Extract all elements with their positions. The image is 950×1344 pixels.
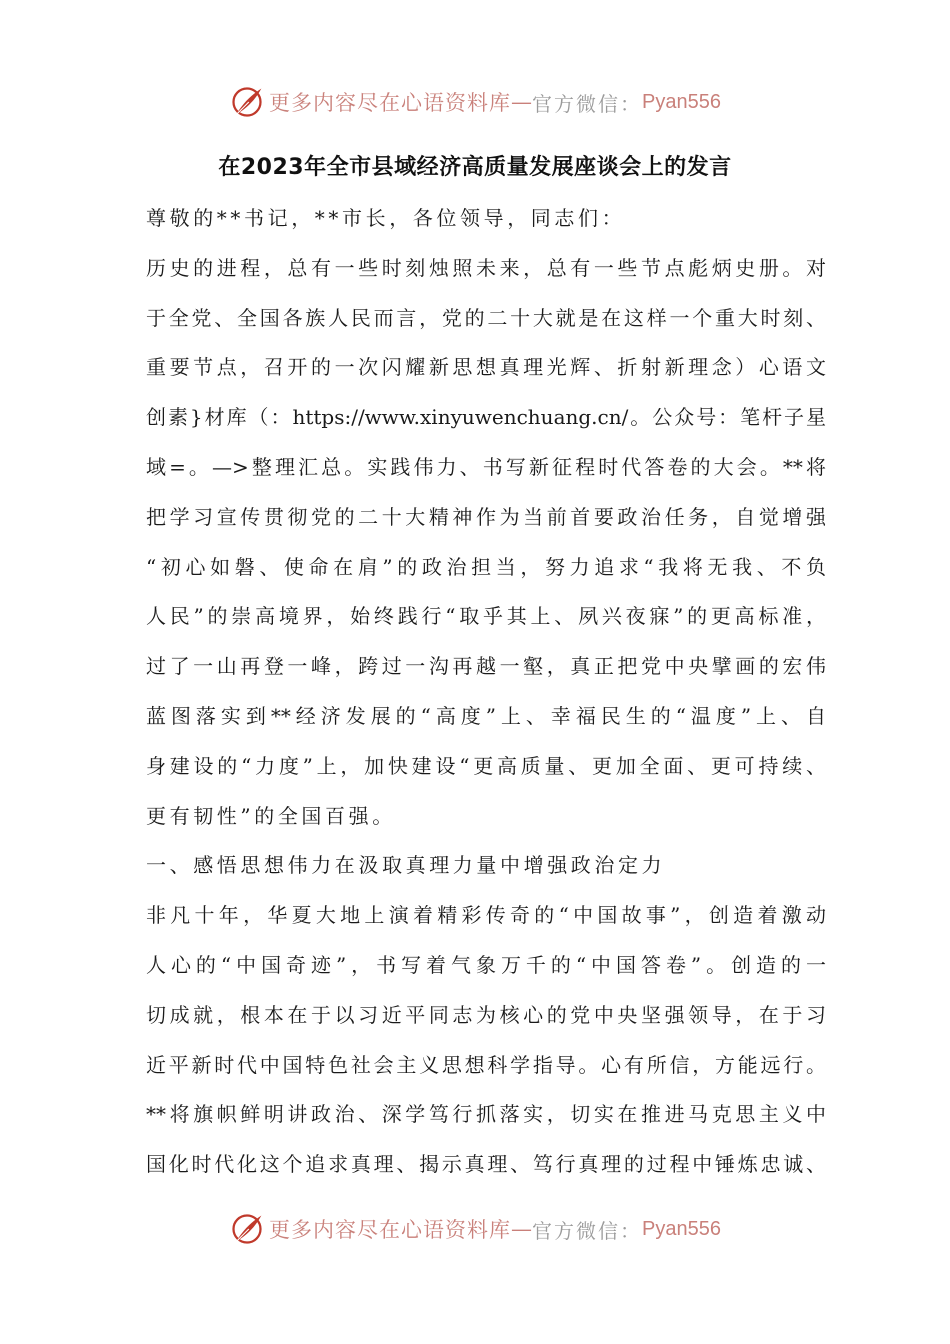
- paragraph-line: 域=。—>整理汇总。实践伟力、书写新征程时代答卷的大会。**将: [146, 454, 826, 479]
- watermark-main-text: 更多内容尽在心语资料库: [269, 1218, 512, 1242]
- feather-pen-logo-icon: [229, 84, 265, 120]
- paragraph-line: 非凡十年，华夏大地上演着精彩传奇的“中国故事”，创造着激动: [146, 903, 826, 928]
- paragraph-line: 重要节点，召开的一次闪耀新思想真理光辉、折射新理念）心语文: [146, 355, 826, 380]
- paragraph-line: 国化时代化这个追求真理、揭示真理、笃行真理的过程中锤炼忠诚、: [146, 1152, 826, 1177]
- paragraph-line: 过了一山再登一峰，跨过一沟再越一壑，真正把党中央擘画的宏伟: [146, 654, 826, 679]
- section-heading: 一、感悟思想伟力在汲取真理力量中增强政治定力: [146, 853, 666, 878]
- paragraph-line: 切成就，根本在于以习近平同志为核心的党中央坚强领导，在于习: [146, 1002, 826, 1027]
- watermark-dash: —: [511, 1217, 533, 1241]
- paragraph-line: 创素}材库（：https://www.xinyuwenchuang.cn/。公众号：笔杆子星: [146, 405, 826, 430]
- paragraph-line: “初心如磐、使命在肩”的政治担当，努力追求“我将无我、不负: [146, 554, 826, 579]
- watermark-dash: —: [511, 90, 533, 114]
- document-body: [146, 194, 826, 1190]
- document-title: 在2023年全市县域经济高质量发展座谈会上的发言: [218, 155, 732, 180]
- watermark-footer: [0, 1209, 950, 1249]
- watermark-main-text: 更多内容尽在心语资料库: [269, 91, 512, 115]
- paragraph-line: 人心的“中国奇迹”，书写着气象万千的“中国答卷”。创造的一: [146, 952, 826, 977]
- salutation-line: 尊敬的**书记，**市长，各位领导，同志们：: [146, 206, 626, 230]
- paragraph-line: 身建设的“力度”上，加快建设“更高质量、更加全面、更可持续、: [146, 753, 826, 778]
- paragraph-line: 历史的进程，总有一些时刻烛照未来，总有一些节点彪炳史册。对: [146, 255, 826, 280]
- watermark-label: 官方微信：: [532, 91, 643, 116]
- watermark-wechat-id: Pyan556: [642, 1217, 721, 1240]
- paragraph-line: 人民”的崇高境界，始终践行“取乎其上、夙兴夜寐”的更高标准，: [146, 604, 826, 629]
- paragraph-line: 蓝图落实到**经济发展的“高度”上、幸福民生的“温度”上、自: [146, 703, 826, 728]
- paragraph-line: 更有韧性”的全国百强。: [146, 803, 396, 828]
- paragraph-line: 近平新时代中国特色社会主义思想科学指导。心有所信，方能远行。: [146, 1052, 826, 1077]
- paragraph-line: **将旗帜鲜明讲政治、深学笃行抓落实，切实在推进马克思主义中: [146, 1102, 826, 1127]
- watermark-wechat-id: Pyan556: [642, 90, 721, 113]
- paragraph-line: 于全党、全国各族人民而言，党的二十大就是在这样一个重大时刻、: [146, 305, 826, 330]
- watermark-label: 官方微信：: [532, 1218, 643, 1243]
- feather-pen-logo-icon: [229, 1211, 265, 1247]
- watermark-header: [0, 82, 950, 122]
- paragraph-line: 把学习宣传贯彻党的二十大精神作为当前首要政治任务，自觉增强: [146, 504, 826, 529]
